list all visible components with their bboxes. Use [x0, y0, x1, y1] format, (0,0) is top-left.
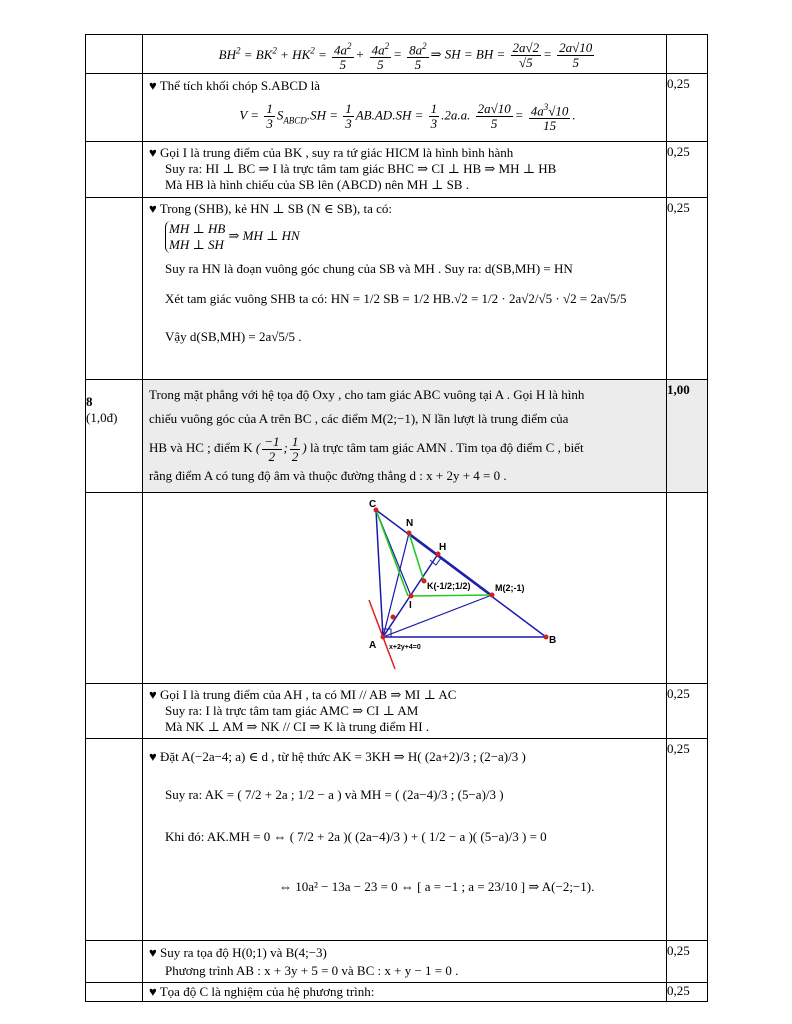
score: 0,25 [667, 144, 690, 159]
problem-text2: chiếu vuông góc của A trên BC , các điểm M(2;−1), N lần lượt là trung điểm của [149, 411, 569, 426]
row-c-system [86, 983, 708, 1002]
label-a: A [369, 640, 377, 651]
point-mid-ai [391, 615, 396, 620]
bh-formula: $BH^2 = BK^2 + HK^2$ = $\frac{4a^2}{5}$ + $\frac{4a^2}{5}$ = $\frac{8a^2}{5}$ ⇒ SH = BH = $\frac{2a√2}{√5}$ = $\frac{2a√10}{5}$ [218, 40, 593, 73]
hb-line1: ♥ Suy ra tọa độ H(0;1) và B(4;−3) [149, 945, 327, 960]
row-diagram [86, 493, 708, 684]
segment-am [383, 595, 492, 637]
score: 0,25 [667, 200, 690, 215]
point-i [409, 594, 414, 599]
distance-line1: ♥ Trong (SHB), kẻ HN ⊥ SB (N ∈ SB), ta có: [149, 201, 393, 216]
point-n [407, 531, 412, 536]
row-volume [86, 74, 708, 142]
hicm-line3: Mà HB là hình chiếu của SB lên (ABCD) nên MH ⊥ SB . [165, 177, 469, 192]
ortho-line2: Suy ra: I là trực tâm tam giác AMC ⇒ CI ⊥ AM [165, 703, 419, 718]
volume-formula: V = $\frac{1}{3}$ $S_{ABCD}.SH$ = $\frac{1}{3}$ AB.AD.SH = $\frac{1}{3}$ .2a.a. $\frac{2a√10}{5}$ = $\frac{4a^3√10}{15}$ . [239, 101, 576, 134]
coord-line4: ⇔ 10a² − 13a − 23 = 0 ⇔ [ a = −1 ; a = 23/10 ] ⇒ A(−2;−1). [279, 879, 595, 894]
distance-line4: Vậy d(SB,MH) = 2a√5/5 . [165, 329, 302, 344]
hicm-line1: ♥ Gọi I là trung điểm của BK , suy ra tứ giác HICM là hình bình hành [149, 145, 514, 160]
row-coordinates [86, 739, 708, 941]
score: 0,25 [667, 741, 690, 756]
problem-text4: rằng điểm A có tung độ âm và thuộc đường thẳng d : x + 2y + 4 = 0 . [149, 468, 507, 483]
label-b: B [549, 635, 557, 646]
solution-page [85, 34, 707, 1000]
row-orthocenter [86, 684, 708, 739]
row-hb [86, 941, 708, 983]
ortho-line3: Mà NK ⊥ AM ⇒ NK // CI ⇒ K là trung điểm HI . [165, 719, 430, 734]
score: 0,25 [667, 76, 690, 91]
solution-table [85, 34, 708, 1002]
triangle-diagram [143, 493, 667, 679]
perp-system: MH ⊥ HB MH ⊥ SH ⇒ MH ⊥ HN [143, 217, 666, 253]
label-k: K(-1/2;1/2) [427, 581, 471, 591]
row-distance [86, 198, 708, 380]
coord-line2: Suy ra: AK = ( 7/2 + 2a ; 1/2 − a ) và MH = ( (2a−4)/3 ; (5−a)/3 ) [165, 787, 504, 802]
point-k [422, 579, 427, 584]
problem-number: 8 [86, 394, 93, 409]
green-im [411, 595, 492, 596]
row-problem8 [86, 380, 708, 493]
problem-text3: HB và HC ; điểm K ( $\frac{-1}{2}$ ; $\frac{1}{2}$ ) là trực tâm tam giác AMN . Tìm tọa độ điểm C , biết [149, 433, 584, 464]
distance-line3: Xét tam giác vuông SHB ta có: HN = 1/2 SB = 1/2 HB.√2 = 1/2 · 2a√2/√5 · √2 = 2a√5/5 [165, 291, 627, 306]
problem-text1: Trong mặt phẳng với hệ tọa độ Oxy , cho tam giác ABC vuông tại A . Gọi H là hình [149, 387, 585, 402]
point-a [381, 635, 386, 640]
volume-heading: ♥ Thể tích khối chóp S.ABCD là [149, 78, 321, 93]
hb-line2: Phương trình AB : x + 3y + 5 = 0 và BC : x + y − 1 = 0 . [165, 963, 459, 978]
green-ci [376, 510, 408, 596]
score: 0,25 [667, 943, 690, 958]
c-line1: ♥ Tọa độ C là nghiệm của hệ phương trình: [149, 984, 375, 999]
score: 0,25 [667, 686, 690, 701]
score: 0,25 [667, 983, 690, 998]
label-line-d: x+2y+4=0 [389, 644, 421, 651]
side-ac [376, 510, 383, 637]
score: 1,00 [667, 382, 690, 397]
label-c: C [369, 499, 377, 510]
row-bh-formula [86, 35, 708, 74]
label-n: N [406, 518, 414, 529]
label-h: H [439, 542, 447, 553]
coord-line3: Khi đó: AK.MH = 0 ⇔ ( 7/2 + 2a )( (2a−4)/3 ) + ( 1/2 − a )( (5−a)/3 ) = 0 [165, 829, 547, 844]
point-b [544, 635, 549, 640]
point-m [490, 593, 495, 598]
row-hicm [86, 142, 708, 198]
problem-points: (1,0đ) [86, 410, 118, 425]
label-m: M(2;-1) [495, 583, 525, 593]
distance-line2: Suy ra HN là đoạn vuông góc chung của SB và MH . Suy ra: d(SB,MH) = HN [165, 261, 573, 276]
segment-an [383, 533, 409, 637]
label-i: I [409, 600, 412, 611]
coord-line1: ♥ Đặt A(−2a−4; a) ∈ d , từ hệ thức AK = 3KH ⇒ H( (2a+2)/3 ; (2−a)/3 ) [149, 749, 526, 764]
hicm-line2: Suy ra: HI ⊥ BC ⇒ I là trực tâm tam giác BHC ⇒ CI ⊥ HB ⇒ MH ⊥ HB [165, 161, 557, 176]
ortho-line1: ♥ Gọi I là trung điểm của AH , ta có MI // AB ⇒ MI ⊥ AC [149, 687, 457, 702]
